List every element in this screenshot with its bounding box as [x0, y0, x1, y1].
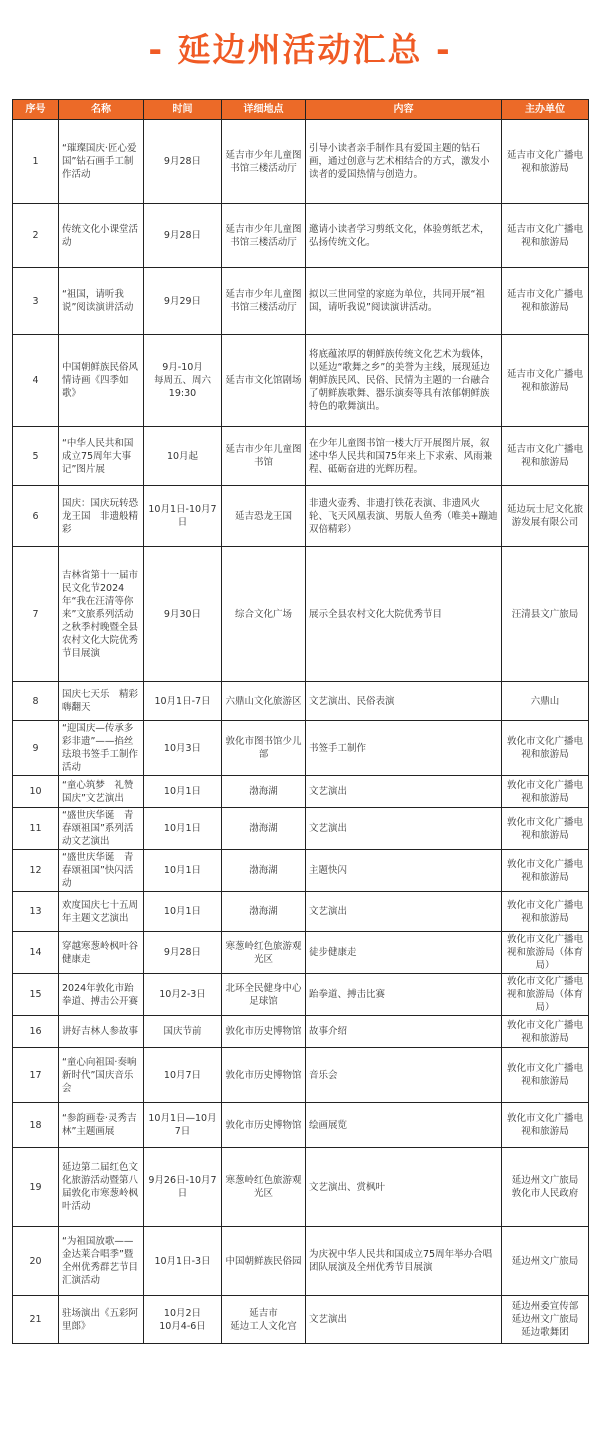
cell-host: 敦化市文化广播电视和旅游局: [502, 1048, 589, 1103]
cell-name: “童心筑梦 礼赞国庆”文艺演出: [59, 776, 144, 808]
cell-place: 延吉市少年儿童图书馆三楼活动厅: [222, 268, 306, 335]
table-row: [13, 547, 589, 682]
cell-host: 延边州文广旅局 敦化市人民政府: [502, 1148, 589, 1227]
cell-index: 3: [13, 268, 59, 335]
cell-time: 10月1日: [144, 808, 222, 850]
cell-content: 故事介绍: [306, 1016, 502, 1048]
table-row: [13, 335, 589, 427]
cell-host: 延吉市文化广播电视和旅游局: [502, 268, 589, 335]
cell-place: 六鼎山文化旅游区: [222, 682, 306, 721]
cell-name: “迎国庆—传承多彩非遗”——掐丝珐琅书签手工制作活动: [59, 721, 144, 776]
cell-content: 绘画展览: [306, 1103, 502, 1148]
cell-time: 10月1日: [144, 776, 222, 808]
cell-content: 跆拳道、搏击比赛: [306, 974, 502, 1016]
cell-place: 敦化市图书馆少儿部: [222, 721, 306, 776]
cell-name: 穿越寒葱岭枫叶谷健康走: [59, 932, 144, 974]
cell-content: 文艺演出: [306, 1296, 502, 1344]
cell-content: 书签手工制作: [306, 721, 502, 776]
activity-table: [12, 99, 589, 1344]
cell-index: 7: [13, 547, 59, 682]
cell-index: 6: [13, 486, 59, 547]
cell-content: 引导小读者亲手制作具有爱国主题的钻石画，通过创意与艺术相结合的方式，激发小读者的爱国热情与创造力。: [306, 120, 502, 204]
cell-index: 20: [13, 1227, 59, 1296]
cell-content: 文艺演出: [306, 776, 502, 808]
cell-place: 渤海湖: [222, 850, 306, 892]
cell-name: “盛世庆华诞 青春颂祖国”快闪活动: [59, 850, 144, 892]
cell-host: 延吉市文化广播电视和旅游局: [502, 335, 589, 427]
table-row: [13, 974, 589, 1016]
cell-name: 讲好吉林人参故事: [59, 1016, 144, 1048]
cell-content: 音乐会: [306, 1048, 502, 1103]
cell-index: 18: [13, 1103, 59, 1148]
cell-name: 国庆：国庆玩转恐龙王国 非遗般精彩: [59, 486, 144, 547]
column-header: 序号: [13, 100, 59, 120]
table-row: [13, 120, 589, 204]
table-row: [13, 850, 589, 892]
cell-place: 敦化市历史博物馆: [222, 1016, 306, 1048]
cell-host: 汪清县文广旅局: [502, 547, 589, 682]
cell-host: 延边玩士尼文化旅游发展有限公司: [502, 486, 589, 547]
cell-index: 16: [13, 1016, 59, 1048]
cell-host: 延吉市文化广播电视和旅游局: [502, 120, 589, 204]
cell-name: 传统文化小课堂活动: [59, 204, 144, 268]
cell-content: 文艺演出、赏枫叶: [306, 1148, 502, 1227]
table-row: [13, 1227, 589, 1296]
cell-time: 10月3日: [144, 721, 222, 776]
cell-index: 10: [13, 776, 59, 808]
cell-index: 14: [13, 932, 59, 974]
cell-host: 敦化市文化广播电视和旅游局: [502, 776, 589, 808]
cell-place: 中国朝鲜族民俗园: [222, 1227, 306, 1296]
cell-index: 5: [13, 427, 59, 486]
cell-time: 9月-10月 每周五、周六 19:30: [144, 335, 222, 427]
table-row: [13, 1016, 589, 1048]
cell-time: 10月1日-7日: [144, 682, 222, 721]
column-header: 内容: [306, 100, 502, 120]
cell-place: 延吉市少年儿童图书馆: [222, 427, 306, 486]
cell-place: 延吉市少年儿童图书馆三楼活动厅: [222, 120, 306, 204]
cell-index: 9: [13, 721, 59, 776]
cell-place: 渤海湖: [222, 776, 306, 808]
cell-time: 10月7日: [144, 1048, 222, 1103]
table-row: [13, 486, 589, 547]
column-header: 名称: [59, 100, 144, 120]
cell-content: 展示全县农村文化大院优秀节目: [306, 547, 502, 682]
table-row: [13, 1103, 589, 1148]
cell-index: 1: [13, 120, 59, 204]
cell-host: 延边州委宣传部 延边州文广旅局 延边歌舞团: [502, 1296, 589, 1344]
cell-place: 敦化市历史博物馆: [222, 1103, 306, 1148]
cell-time: 10月1日-3日: [144, 1227, 222, 1296]
cell-place: 寒葱岭红色旅游观光区: [222, 1148, 306, 1227]
cell-content: 将底蕴浓厚的朝鲜族传统文化艺术为载体，以延边“歌舞之乡”的美誉为主线，展现延边朝鲜族民风、民俗、民情为主题的一台融合了朝鲜族歌舞、器乐演奏等具有浓郁朝鲜族特色的歌舞演出。: [306, 335, 502, 427]
cell-index: 21: [13, 1296, 59, 1344]
cell-time: 国庆节前: [144, 1016, 222, 1048]
cell-time: 9月26日-10月7日: [144, 1148, 222, 1227]
cell-name: “盛世庆华诞 青春颂祖国”系列活动文艺演出: [59, 808, 144, 850]
column-header: 主办单位: [502, 100, 589, 120]
cell-host: 敦化市文化广播电视和旅游局: [502, 850, 589, 892]
cell-time: 10月2-3日: [144, 974, 222, 1016]
cell-place: 延吉市少年儿童图书馆三楼活动厅: [222, 204, 306, 268]
cell-name: “童心向祖国·奏响新时代”国庆音乐会: [59, 1048, 144, 1103]
cell-time: 9月29日: [144, 268, 222, 335]
cell-name: “璀璨国庆·匠心爱国”钻石画手工制作活动: [59, 120, 144, 204]
page-title: - 延边州活动汇总 -: [148, 29, 452, 69]
cell-name: 2024年敦化市跆拳道、搏击公开赛: [59, 974, 144, 1016]
cell-content: 在少年儿童图书馆一楼大厅开展图片展，叙述中华人民共和国75年来上下求索、风雨兼程、砥砺奋进的光辉历程。: [306, 427, 502, 486]
cell-index: 17: [13, 1048, 59, 1103]
cell-name: 中国朝鲜族民俗风情诗画《四季如歌》: [59, 335, 144, 427]
cell-content: 文艺演出: [306, 892, 502, 932]
cell-index: 12: [13, 850, 59, 892]
cell-place: 寒葱岭红色旅游观光区: [222, 932, 306, 974]
cell-index: 11: [13, 808, 59, 850]
cell-name: 欢度国庆七十五周年主题文艺演出: [59, 892, 144, 932]
cell-place: 北环全民健身中心足球馆: [222, 974, 306, 1016]
cell-place: 渤海湖: [222, 808, 306, 850]
cell-name: 国庆七天乐 精彩嗨翻天: [59, 682, 144, 721]
cell-host: 敦化市文化广播电视和旅游局: [502, 808, 589, 850]
cell-host: 延边州文广旅局: [502, 1227, 589, 1296]
table-header-row: [13, 100, 589, 120]
table-row: [13, 932, 589, 974]
cell-host: 六鼎山: [502, 682, 589, 721]
cell-time: 10月起: [144, 427, 222, 486]
cell-name: “参韵画卷·灵秀吉林”主题画展: [59, 1103, 144, 1148]
cell-place: 延吉市 延边工人文化宫: [222, 1296, 306, 1344]
cell-place: 延吉恐龙王国: [222, 486, 306, 547]
cell-time: 9月28日: [144, 120, 222, 204]
cell-name: “中华人民共和国成立75周年大事记”图片展: [59, 427, 144, 486]
cell-index: 15: [13, 974, 59, 1016]
cell-index: 13: [13, 892, 59, 932]
cell-host: 敦化市文化广播电视和旅游局: [502, 721, 589, 776]
table-row: [13, 892, 589, 932]
column-header: 时间: [144, 100, 222, 120]
cell-content: 非遗火壶秀、非遗打铁花表演、非遗风火轮、飞天风凰表演、男版人鱼秀（唯美+蹦迪双倍精彩）: [306, 486, 502, 547]
table-row: [13, 1296, 589, 1344]
table-row: [13, 721, 589, 776]
cell-content: 徒步健康走: [306, 932, 502, 974]
cell-time: 9月28日: [144, 932, 222, 974]
cell-content: 文艺演出、民俗表演: [306, 682, 502, 721]
table-row: [13, 776, 589, 808]
table-row: [13, 427, 589, 486]
cell-name: “为祖国放歌——金达莱合唱季”暨全州优秀群艺节目汇演活动: [59, 1227, 144, 1296]
cell-host: 延吉市文化广播电视和旅游局: [502, 427, 589, 486]
cell-content: 主题快闪: [306, 850, 502, 892]
cell-content: 文艺演出: [306, 808, 502, 850]
table-row: [13, 204, 589, 268]
cell-index: 2: [13, 204, 59, 268]
cell-index: 19: [13, 1148, 59, 1227]
cell-host: 敦化市文化广播电视和旅游局（体育局）: [502, 932, 589, 974]
table-row: [13, 808, 589, 850]
cell-name: “祖国，请听我说”阅读演讲活动: [59, 268, 144, 335]
cell-time: 10月1日: [144, 850, 222, 892]
cell-host: 敦化市文化广播电视和旅游局: [502, 1103, 589, 1148]
table-row: [13, 1148, 589, 1227]
cell-content: 拟以三世同堂的家庭为单位，共同开展“祖国，请听我说”阅读演讲活动。: [306, 268, 502, 335]
cell-time: 9月28日: [144, 204, 222, 268]
cell-place: 渤海湖: [222, 892, 306, 932]
cell-place: 延吉市文化馆剧场: [222, 335, 306, 427]
cell-content: 为庆祝中华人民共和国成立75周年举办合唱团队展演及全州优秀节目展演: [306, 1227, 502, 1296]
cell-content: 邀请小读者学习剪纸文化，体验剪纸艺术，弘扬传统文化。: [306, 204, 502, 268]
cell-place: 综合文化广场: [222, 547, 306, 682]
cell-time: 10月1日: [144, 892, 222, 932]
cell-time: 10月1日—10月7日: [144, 1103, 222, 1148]
cell-host: 敦化市文化广播电视和旅游局（体育局）: [502, 974, 589, 1016]
cell-time: 10月1日-10月7日: [144, 486, 222, 547]
cell-time: 10月2日 10月4-6日: [144, 1296, 222, 1344]
cell-time: 9月30日: [144, 547, 222, 682]
cell-place: 敦化市历史博物馆: [222, 1048, 306, 1103]
cell-host: 敦化市文化广播电视和旅游局: [502, 892, 589, 932]
cell-name: 吉林省第十一届市民文化节2024年“我在汪清等你来”文旅系列活动之秋季村晚暨全县农村文化大院优秀节目展演: [59, 547, 144, 682]
column-header: 详细地点: [222, 100, 306, 120]
cell-host: 敦化市文化广播电视和旅游局: [502, 1016, 589, 1048]
table-row: [13, 268, 589, 335]
cell-name: 延边第二届红色文化旅游活动暨第八届敦化市寒葱岭枫叶活动: [59, 1148, 144, 1227]
cell-name: 驻场演出《五彩阿里郎》: [59, 1296, 144, 1344]
cell-index: 8: [13, 682, 59, 721]
cell-host: 延吉市文化广播电视和旅游局: [502, 204, 589, 268]
cell-index: 4: [13, 335, 59, 427]
table-row: [13, 1048, 589, 1103]
table-row: [13, 682, 589, 721]
